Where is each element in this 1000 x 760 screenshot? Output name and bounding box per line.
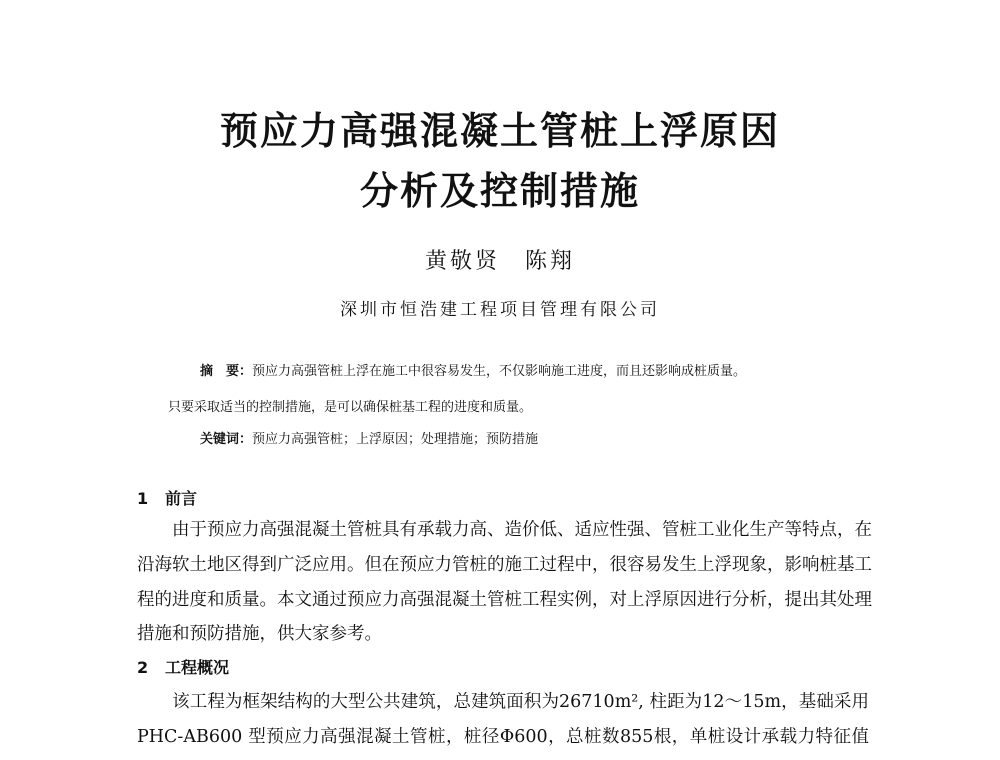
abstract-line2: 只要采取适当的控制措施，是可以确保桩基工程的进度和质量。 xyxy=(168,400,533,415)
body-line: 由于预应力高强混凝土管桩具有承载力高、造价低、适应性强、管桩工业化生产等特点，在 xyxy=(137,520,872,540)
section-title: 前言 xyxy=(165,489,198,508)
keywords-label: 关键词： xyxy=(200,432,253,447)
body-line: 沿海软土地区得到广泛应用。但在预应力管桩的施工过程中，很容易发生上浮现象，影响桩基工 xyxy=(137,555,872,575)
keywords xyxy=(200,428,538,447)
abstract-line1 xyxy=(200,360,746,379)
keywords-text: 预应力高强管桩；上浮原因；处理措施；预防措施 xyxy=(252,432,539,447)
section-title: 工程概况 xyxy=(165,658,230,677)
affiliation: 深圳市恒浩建工程项目管理有限公司 xyxy=(340,300,660,320)
abstract-label: 摘 要： xyxy=(200,364,253,379)
body-line: 程的进度和质量。本文通过预应力高强混凝土管桩工程实例，对上浮原因进行分析，提出其处理 xyxy=(137,590,872,610)
paper-title-line1: 预应力高强混凝土管桩上浮原因 xyxy=(219,109,780,153)
body-line: PHC-AB600 型预应力高强混凝土管桩，桩径Φ600，总桩数855根，单桩设计承载力特征值 xyxy=(137,727,869,747)
section-number: 2 xyxy=(137,658,149,677)
body-line: 该工程为框架结构的大型公共建筑，总建筑面积为26710m², 柱距为12～15m，基础采用 xyxy=(137,692,869,712)
paper-title-line2: 分析及控制措施 xyxy=(359,169,640,213)
abstract-text-1: 预应力高强管桩上浮在施工中很容易发生，不仅影响施工进度，而且还影响成桩质量。 xyxy=(252,364,747,379)
body-line: 措施和预防措施，供大家参考。 xyxy=(137,624,382,644)
authors: 黄敬贤 陈翔 xyxy=(424,249,575,274)
section-number: 1 xyxy=(137,489,149,508)
section-heading-2 xyxy=(137,655,229,678)
section-heading-1 xyxy=(137,486,197,509)
